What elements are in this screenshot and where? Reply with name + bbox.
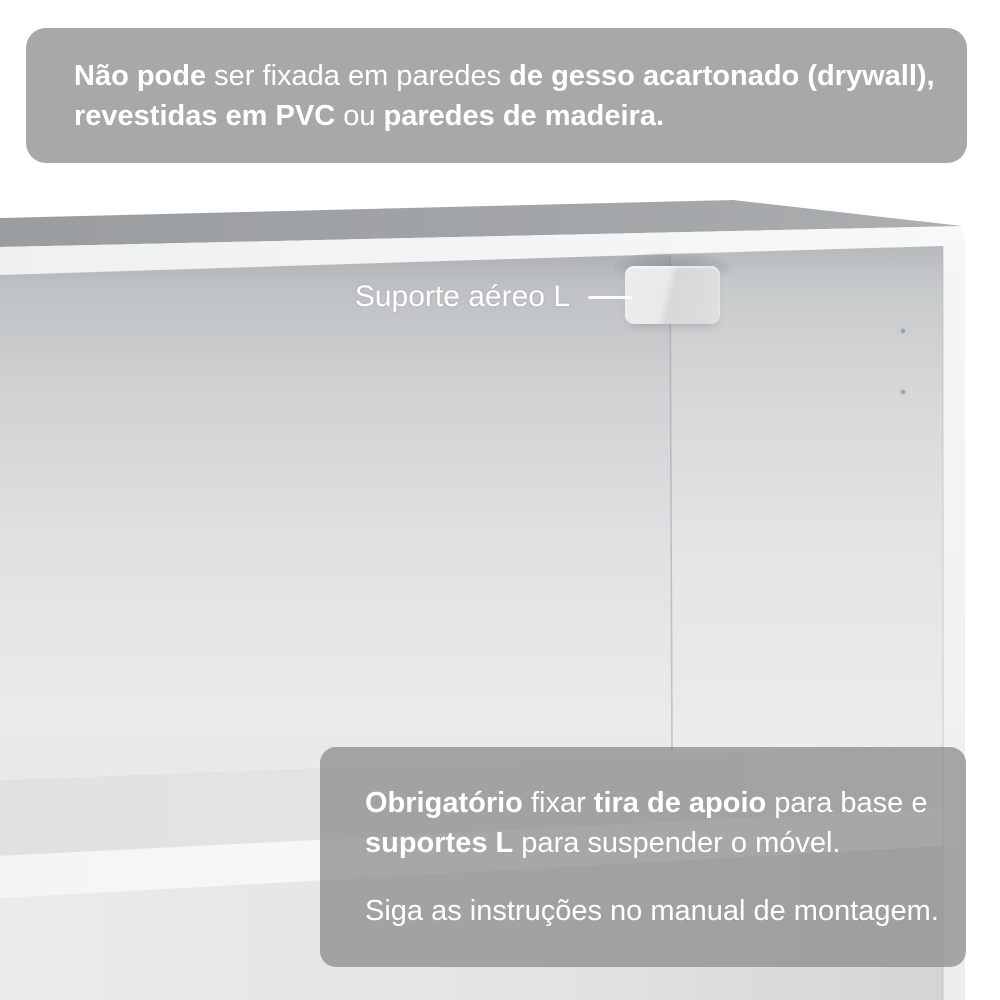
callout-label: Suporte aéreo L	[354, 280, 570, 313]
warning-top-line-2: revestidas em PVC ou paredes de madeira.	[74, 99, 665, 132]
cabinet-back-panel	[0, 254, 670, 780]
warning-bottom-paragraph-2: Siga as instruções no manual de montagem.	[365, 895, 939, 927]
shelf-pin-hole-upper	[901, 329, 906, 334]
warning-bottom-paragraph-1	[365, 783, 942, 863]
warning-bottom-line-1: Obrigatório fixar tira de apoio para base e	[365, 787, 928, 819]
warning-banner-bottom	[320, 747, 966, 967]
warning-top-line-1: Não pode ser fixada em paredes de gesso acartonado (drywall),	[74, 59, 935, 92]
l-bracket	[625, 266, 720, 324]
shelf-pin-hole-lower	[901, 390, 906, 395]
callout-leader-line	[588, 296, 632, 299]
warning-banner-top	[26, 28, 967, 163]
callout-suporte-aereo	[330, 281, 632, 313]
warning-bottom-line-2: suportes L para suspender o móvel.	[365, 827, 841, 859]
